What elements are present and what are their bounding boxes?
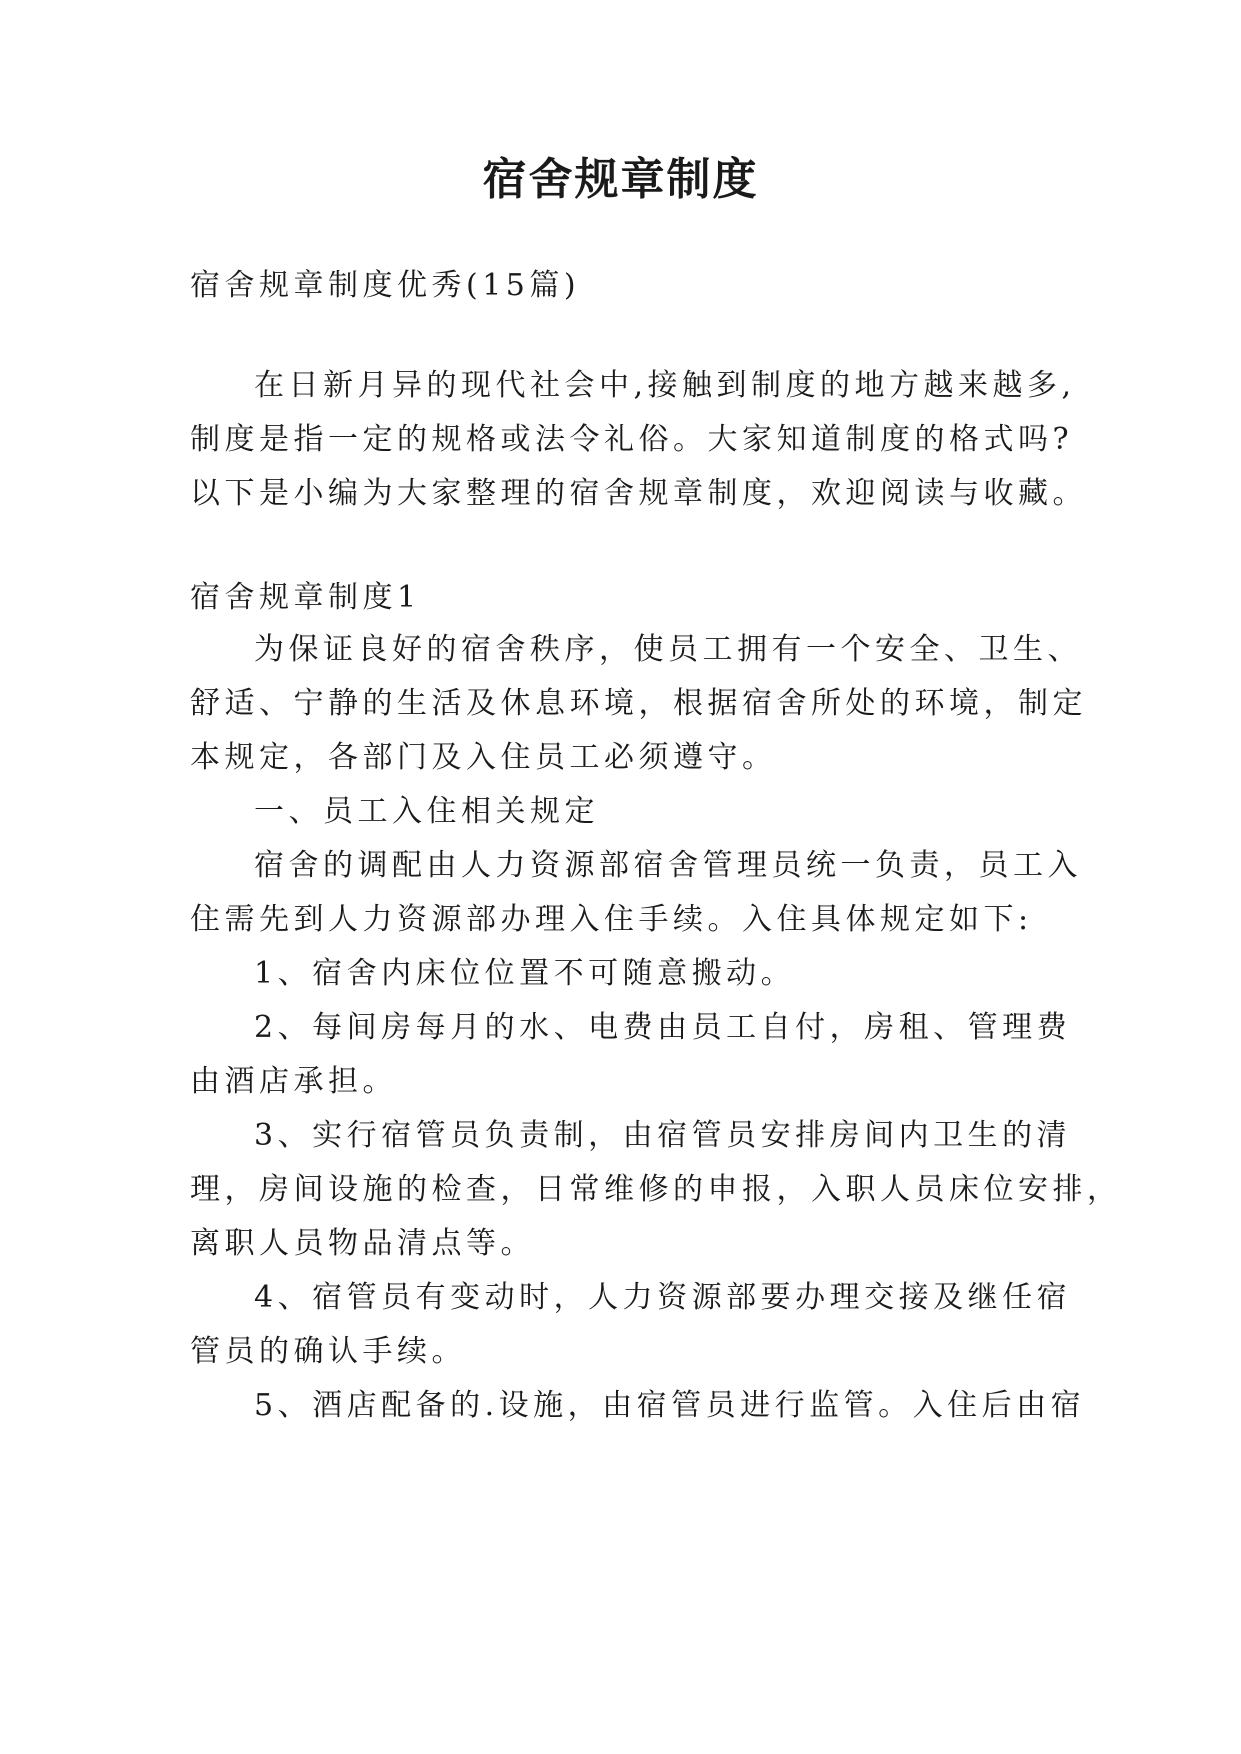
section-heading: 宿舍规章制度1 [190,580,421,615]
body-line: 4、宿管员有变动时，人力资源部要办理交接及继任宿 [254,1280,1072,1315]
document-subtitle: 宿舍规章制度优秀(15篇) [190,268,581,303]
intro-line: 制度是指一定的规格或法令礼俗。大家知道制度的格式吗? [190,422,1074,457]
body-line: 由酒店承担。 [190,1064,397,1099]
body-line: 管员的确认手续。 [190,1334,466,1369]
intro-line: 以下是小编为大家整理的宿舍规章制度，欢迎阅读与收藏。 [190,476,1087,511]
body-line: 为保证良好的宿舍秩序，使员工拥有一个安全、卫生、 [254,632,1082,667]
body-line: 2、每间房每月的水、电费由员工自付，房租、管理费 [254,1010,1072,1045]
body-line: 5、酒店配备的.设施，由宿管员进行监管。入住后由宿 [254,1388,1086,1423]
body-line: 离职人员物品清点等。 [190,1226,535,1261]
body-line: 3、实行宿管员负责制，由宿管员安排房间内卫生的清 [254,1118,1072,1153]
body-line: 一、员工入住相关规定 [254,794,599,829]
body-line: 1、宿舍内床位位置不可随意搬动。 [254,956,796,991]
body-line: 舒适、宁静的生活及休息环境，根据宿舍所处的环境，制定 [190,686,1087,721]
document-title: 宿舍规章制度 [482,154,759,205]
body-line: 理，房间设施的检查，日常维修的申报，入职人员床位安排， [190,1172,1122,1207]
body-line: 本规定，各部门及入住员工必须遵守。 [190,740,777,775]
intro-line: 在日新月异的现代社会中,接触到制度的地方越来越多, [254,368,1076,403]
body-line: 宿舍的调配由人力资源部宿舍管理员统一负责，员工入 [254,848,1082,883]
body-line: 住需先到人力资源部办理入住手续。入住具体规定如下: [190,902,1033,937]
